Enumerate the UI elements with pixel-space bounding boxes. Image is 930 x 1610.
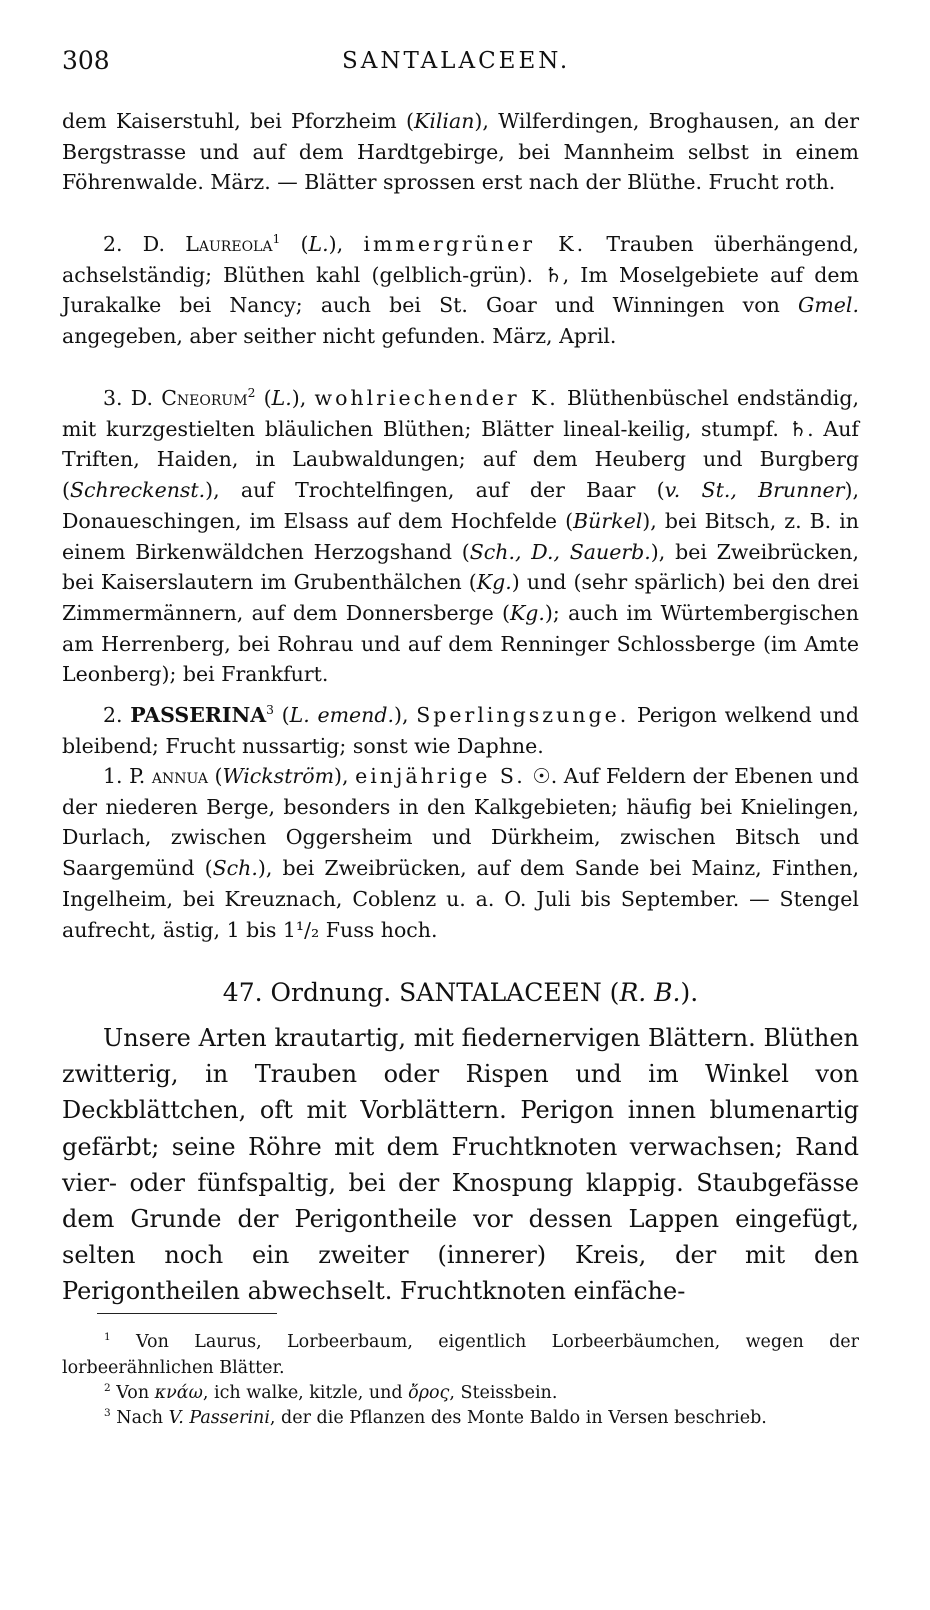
footnote-ref: 3 — [266, 703, 274, 718]
footnote-divider — [97, 1313, 277, 1314]
species-name: Cneorum — [161, 386, 248, 410]
cneorum-entry: 3. D. Cneorum$^2$ (L.), wohlriechender K. Blüthenbüschel endständig, mit kurzgestielten bläulichen Blüthen; Blätter lineal-keilig, stumpf. ♄. Auf Triften, Haiden, in Laubwaldungen; auf dem Heuberg und Burgberg (Schreckenst.), auf Trochtelfingen, auf der Baar (v. St., Brunner), Donaueschingen, im Elsass auf dem Hochfelde (Bürkel), bei Bitsch, z. B. in einem Birkenwäldchen Herzogshand (Sch., D., Sauerb.), bei Zweibrücken, bei Kaiserslautern im Grubenthälchen (Kg.) und (sehr spärlich) bei den drei Zimmermännern, auf dem Donnersberge (Kg.); auch im Würtembergischen am Herrenberg, bei Rohrau und auf dem Renninger Schlossberge (im Amte Leonberg); bei Frankfurt. — [62, 386, 860, 687]
order-description: Unsere Arten krautartig, mit fiedernervigen Blättern. Blüthen zwitterig, in Trauben oder Rispen und im Winkel von Deckblättchen, oft mit Vorblättern. Perigon innen blumenartig gefärbt; seine Röhre mit dem Fruchtknoten verwachsen; Rand vier- oder fünfspaltig, bei der Knospung klappig. Staubgefässe dem Grunde der Perigontheile vor dessen Lappen eingefügt, selten noch ein zweiter (innerer) Kreis, der mit den Perigontheilen abwechselt. Fruchtknoten einfäche- — [62, 1024, 859, 1306]
laureola-entry: 2. D. Laureola$^1$ (L.), immergrüner K. Trauben überhängend, achselständig; Blüthen kahl (gelblich-grün). ♄, Im Moselgebiete auf dem Jurakalke bei Nancy; auch bei St. Goar und Winningen von Gmel. angegeben, aber seither nicht gefunden. März, April. — [62, 232, 859, 349]
order-name: SANTALACEEN — [399, 978, 602, 1007]
order-heading: 47. Ordnung. SANTALACEEN (R. B.). — [222, 978, 699, 1007]
page-number: 308 — [62, 46, 110, 75]
footnote-1: $^1$ Von Laurus, Lorbeerbaum, eigentlich Lorbeerbäumchen, wegen der lorbeerähnlichen Blätter. — [62, 1331, 859, 1378]
annua-entry: 1. P. annua (Wickström), einjährige S. ☉. Auf Feldern der Ebenen und der niederen Berge, besonders in den Kalkgebieten; häufig bei Knielingen, Durlach, zwischen Oggersheim und Dürkheim, zwischen Bitsch und Saargemünd (Sch.), bei Zweibrücken, auf dem Sande bei Mainz, Finthen, Ingelheim, bei Kreuznach, Coblenz u. a. O. Juli bis September. — Stengel aufrecht, ästig, 1 bis 1¹/₂ Fuss hoch. — [62, 764, 859, 942]
page-header — [62, 46, 862, 86]
footnote-2: $^2$ Von κνάω, ich walke, kitzle, und ὄρος, Steissbein. — [104, 1382, 558, 1403]
common-name: wohlriechender K. — [314, 386, 559, 410]
footnote-ref: 1 — [272, 232, 281, 247]
footnote-ref: 2 — [247, 386, 256, 401]
passerina-genus-entry: 2. PASSERINA$^3$ (L. emend.), Sperlingszunge. Perigon welkend und bleibend; Frucht nussartig; sonst wie Daphne. — [62, 703, 859, 758]
daphne-continued-paragraph: dem Kaiserstuhl, bei Pforzheim (Kilian), Wilferdingen, Broghausen, an der Bergstrasse und auf dem Hardtgebirge, bei Mannheim selbst in einem Föhrenwalde. März. — Blätter sprossen erst nach der Blüthe. Frucht roth. — [62, 109, 859, 195]
species-name: annua — [151, 764, 208, 788]
common-name: einjährige S. — [355, 764, 526, 788]
common-name: immergrüner K. — [363, 232, 587, 256]
genus-name: PASSERINA — [130, 703, 267, 727]
common-name: Sperlingszunge. — [416, 703, 630, 727]
species-name: Laureola — [185, 232, 273, 256]
annual-symbol-icon: ☉ — [532, 764, 551, 788]
footnote-3: $^3$ Nach V. Passerini, der die Pflanzen des Monte Baldo in Versen beschrieb. — [104, 1407, 767, 1428]
running-head: SANTALACEEN. — [342, 48, 571, 74]
